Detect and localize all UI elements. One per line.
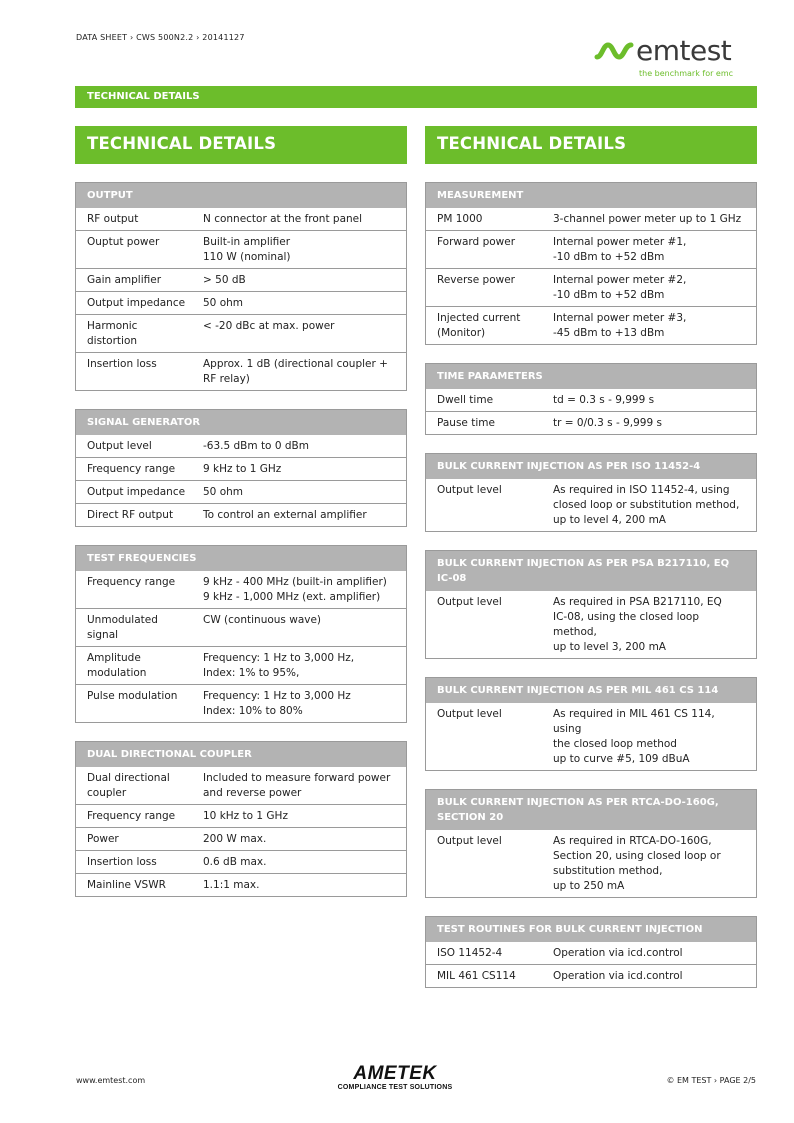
spec-label: Gain amplifier <box>87 273 162 286</box>
spec-value: td = 0.3 s - 9,999 s <box>553 393 655 406</box>
left-sections <box>75 182 407 897</box>
spec-value: tr = 0/0.3 s - 9,999 s <box>553 416 662 429</box>
spec-section <box>425 182 757 345</box>
spec-row <box>76 457 406 480</box>
spec-label: Unmodulated signal <box>87 613 158 641</box>
spec-label: Ouptut power <box>87 235 160 248</box>
spec-row <box>76 571 406 608</box>
spec-value: 200 W max. <box>203 832 267 845</box>
spec-section <box>75 545 407 723</box>
spec-label: Output level <box>437 834 502 847</box>
spec-label: Power <box>87 832 119 845</box>
spec-label: PM 1000 <box>437 212 483 225</box>
spec-section <box>75 409 407 527</box>
spec-section <box>425 363 757 435</box>
spec-row <box>426 306 756 344</box>
spec-label: Harmonic distortion <box>87 319 138 347</box>
spec-value: As required in ISO 11452-4, using closed loop or substitution method, up to level 4, 200 mA <box>553 483 740 526</box>
spec-label: Output impedance <box>87 296 186 309</box>
section-heading: BULK CURRENT INJECTION AS PER RTCA-DO-160G, SECTION 20 <box>426 790 756 830</box>
spec-label: ISO 11452-4 <box>437 946 503 959</box>
spec-value: Included to measure forward power and reverse power <box>203 771 391 799</box>
spec-row <box>76 767 406 804</box>
spec-row <box>426 942 756 964</box>
spec-label: Output level <box>437 595 502 608</box>
logo-wordmark: emtest <box>636 34 732 67</box>
footer-page-number: © EM TEST › PAGE 2/5 <box>666 1076 756 1085</box>
spec-label: Pause time <box>437 416 495 429</box>
spec-row <box>76 208 406 230</box>
spec-row <box>76 804 406 827</box>
section-heading: DUAL DIRECTIONAL COUPLER <box>76 742 406 767</box>
spec-row <box>76 435 406 457</box>
spec-row <box>76 480 406 503</box>
spec-label: RF output <box>87 212 139 225</box>
spec-row <box>426 268 756 306</box>
right-sections <box>425 182 757 988</box>
spec-label: Injected current (Monitor) <box>437 311 521 339</box>
spec-value: -63.5 dBm to 0 dBm <box>203 439 309 452</box>
spec-label: Forward power <box>437 235 516 248</box>
spec-value: Built-in amplifier 110 W (nominal) <box>203 235 291 263</box>
spec-label: MIL 461 CS114 <box>437 969 516 982</box>
spec-value: CW (continuous wave) <box>203 613 322 626</box>
spec-label: Reverse power <box>437 273 515 286</box>
emtest-logo <box>594 36 759 82</box>
spec-value: As required in RTCA-DO-160G, Section 20, using closed loop or substitution method, up to 250 mA <box>553 834 721 892</box>
spec-row <box>426 591 756 658</box>
section-heading: BULK CURRENT INJECTION AS PER PSA B217110, EQ IC-08 <box>426 551 756 591</box>
spec-value: Approx. 1 dB (directional coupler + RF relay) <box>203 357 388 385</box>
spec-section <box>425 550 757 659</box>
spec-section <box>75 182 407 391</box>
spec-label: Insertion loss <box>87 855 157 868</box>
spec-row <box>76 646 406 684</box>
spec-row <box>426 411 756 434</box>
ametek-subtitle: COMPLIANCE TEST SOLUTIONS <box>337 1084 453 1091</box>
spec-label: Dual directional coupler <box>87 771 170 799</box>
spec-section <box>425 453 757 532</box>
spec-value: Internal power meter #3, -45 dBm to +13 dBm <box>553 311 687 339</box>
section-heading: SIGNAL GENERATOR <box>76 410 406 435</box>
spec-row <box>76 850 406 873</box>
spec-label: Mainline VSWR <box>87 878 166 891</box>
spec-row <box>426 230 756 268</box>
spec-label: Output level <box>437 707 502 720</box>
spec-value: Frequency: 1 Hz to 3,000 Hz Index: 10% to 80% <box>203 689 351 717</box>
emtest-wave-icon <box>594 40 634 62</box>
spec-row <box>76 314 406 352</box>
footer-url[interactable]: www.emtest.com <box>76 1076 146 1085</box>
spec-label: Dwell time <box>437 393 494 406</box>
section-heading: OUTPUT <box>76 183 406 208</box>
spec-value: Internal power meter #2, -10 dBm to +52 dBm <box>553 273 687 301</box>
left-column <box>75 126 407 897</box>
spec-row <box>76 827 406 850</box>
section-heading: BULK CURRENT INJECTION AS PER MIL 461 CS 114 <box>426 678 756 703</box>
section-heading: TEST FREQUENCIES <box>76 546 406 571</box>
left-column-title: TECHNICAL DETAILS <box>75 126 407 164</box>
section-heading: TIME PARAMETERS <box>426 364 756 389</box>
spec-value: < -20 dBc at max. power <box>203 319 335 332</box>
spec-value: 50 ohm <box>203 485 244 498</box>
top-section-bar: TECHNICAL DETAILS <box>75 86 757 108</box>
spec-section <box>425 789 757 898</box>
spec-label: Frequency range <box>87 809 176 822</box>
logo-tagline: the benchmark for emc <box>639 69 734 78</box>
spec-row <box>76 608 406 646</box>
section-heading: MEASUREMENT <box>426 183 756 208</box>
spec-value: As required in PSA B217110, EQ IC-08, using the closed loop method, up to level 3, 200 mA <box>553 595 722 653</box>
spec-value: 3-channel power meter up to 1 GHz <box>553 212 742 225</box>
right-column-title: TECHNICAL DETAILS <box>425 126 757 164</box>
spec-value: N connector at the front panel <box>203 212 363 225</box>
spec-label: Insertion loss <box>87 357 157 370</box>
spec-label: Frequency range <box>87 575 176 588</box>
spec-section <box>75 741 407 897</box>
spec-row <box>76 352 406 390</box>
spec-row <box>426 830 756 897</box>
spec-value: Operation via icd.control <box>553 969 683 982</box>
ametek-logo <box>330 1064 460 1091</box>
spec-row <box>426 208 756 230</box>
spec-value: > 50 dB <box>203 273 246 286</box>
spec-row <box>426 964 756 987</box>
section-heading: BULK CURRENT INJECTION AS PER ISO 11452-4 <box>426 454 756 479</box>
spec-row <box>76 503 406 526</box>
spec-label: Direct RF output <box>87 508 174 521</box>
spec-row <box>426 389 756 411</box>
breadcrumb: DATA SHEET › CWS 500N2.2 › 20141127 <box>76 33 245 42</box>
spec-value: 9 kHz - 400 MHz (built-in amplifier) 9 kHz - 1,000 MHz (ext. amplifier) <box>203 575 387 603</box>
spec-section <box>425 916 757 988</box>
spec-value: To control an external amplifier <box>203 508 367 521</box>
spec-label: Pulse modulation <box>87 689 178 702</box>
right-column <box>425 126 757 988</box>
spec-value: Operation via icd.control <box>553 946 683 959</box>
spec-value: 1.1:1 max. <box>203 878 260 891</box>
spec-row <box>76 291 406 314</box>
spec-value: Frequency: 1 Hz to 3,000 Hz, Index: 1% to 95%, <box>203 651 355 679</box>
spec-value: 10 kHz to 1 GHz <box>203 809 288 822</box>
spec-section <box>425 677 757 771</box>
spec-label: Output impedance <box>87 485 186 498</box>
spec-label: Output level <box>87 439 152 452</box>
spec-row <box>426 703 756 770</box>
spec-row <box>76 230 406 268</box>
spec-label: Frequency range <box>87 462 176 475</box>
spec-label: Output level <box>437 483 502 496</box>
spec-value: As required in MIL 461 CS 114, using the closed loop method up to curve #5, 109 dBuA <box>553 707 715 765</box>
spec-row <box>76 684 406 722</box>
spec-value: 50 ohm <box>203 296 244 309</box>
spec-row <box>76 268 406 291</box>
spec-value: 9 kHz to 1 GHz <box>203 462 282 475</box>
spec-row <box>426 479 756 531</box>
ametek-brand: AMETEK <box>353 1063 437 1084</box>
spec-label: Amplitude modulation <box>87 651 147 679</box>
section-heading: TEST ROUTINES FOR BULK CURRENT INJECTION <box>426 917 756 942</box>
spec-row <box>76 873 406 896</box>
spec-value: 0.6 dB max. <box>203 855 267 868</box>
spec-value: Internal power meter #1, -10 dBm to +52 dBm <box>553 235 687 263</box>
